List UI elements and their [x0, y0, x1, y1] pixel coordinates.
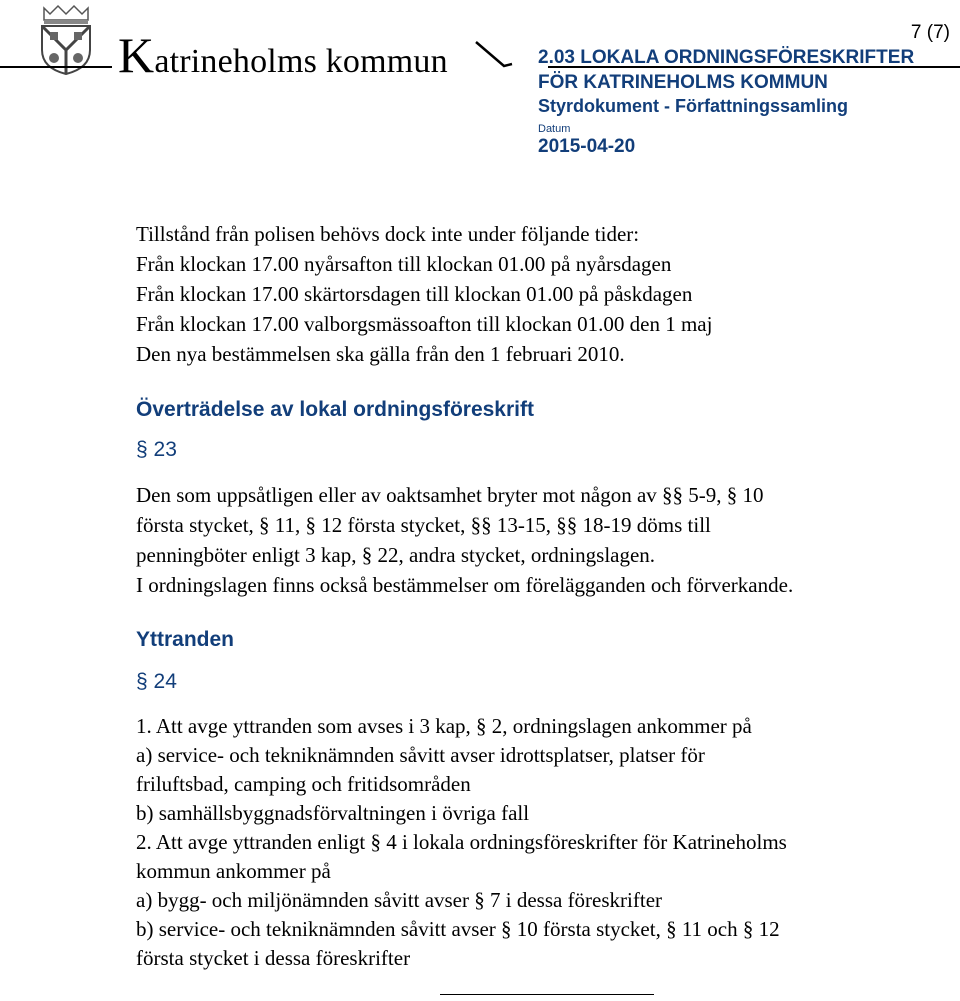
document-title-line-1: 2.03 LOKALA ORDNINGSFÖRESKRIFTER: [538, 47, 915, 68]
brand-initial: K: [118, 27, 155, 83]
intro-line: Tillstånd från polisen behövs dock inte under följande tider:: [136, 222, 640, 246]
intro-line: Från klockan 17.00 valborgsmässoafton till klockan 01.00 den 1 maj: [136, 312, 713, 336]
section-24-line: 2. Att avge yttranden enligt § 4 i lokala ordningsföreskrifter för Katrineholms: [136, 830, 787, 854]
section-24-line: kommun ankommer på: [136, 859, 331, 883]
document-title-line-2: FÖR KATRINEHOLMS KOMMUN: [538, 72, 828, 93]
section-24-line: a) service- och tekniknämnden såvitt avser idrottsplatser, platser för: [136, 743, 705, 767]
section-24-line: första stycket i dessa föreskrifter: [136, 946, 411, 970]
section-23-line: I ordningslagen finns också bestämmelser om förelägganden och förverkande.: [136, 573, 794, 597]
section-23-line: Den som uppsåtligen eller av oaktsamhet bryter mot någon av §§ 5-9, § 10: [136, 483, 764, 507]
page-number: 7 (7): [910, 22, 950, 43]
section-23-line: första stycket, § 11, § 12 första stycket, §§ 13-15, §§ 18-19 döms till: [136, 513, 711, 537]
date-label: Datum: [538, 123, 571, 135]
section-24-line: a) bygg- och miljönämnden såvitt avser § 7 i dessa föreskrifter: [136, 888, 663, 912]
section-heading-yttranden: Yttranden: [136, 628, 235, 651]
header-rule-left: [0, 66, 112, 68]
brand-name: [118, 26, 448, 84]
section-24-line: b) samhällsbyggnadsförvaltningen i övriga fall: [136, 801, 530, 825]
intro-line: Från klockan 17.00 nyårsafton till klockan 01.00 på nyårsdagen: [136, 252, 672, 276]
brand-slash-decoration: [474, 40, 514, 70]
end-of-document-rule: [440, 994, 654, 995]
document-date: 2015-04-20: [538, 136, 636, 157]
intro-line: Från klockan 17.00 skärtorsdagen till klockan 01.00 på påskdagen: [136, 282, 693, 306]
section-23-line: penningböter enligt 3 kap, § 22, andra stycket, ordningslagen.: [136, 543, 656, 567]
paragraph-number-24: § 24: [136, 670, 177, 693]
document-type: Styrdokument - Författningssamling: [538, 96, 849, 116]
paragraph-number-23: § 23: [136, 438, 177, 461]
section-heading-overtradelse: Överträdelse av lokal ordningsföreskrift: [136, 398, 534, 421]
brand-rest: atrineholms kommun: [154, 43, 448, 80]
intro-line: Den nya bestämmelsen ska gälla från den 1 februari 2010.: [136, 342, 625, 366]
section-24-line: b) service- och tekniknämnden såvitt avser § 10 första stycket, § 11 och § 12: [136, 917, 780, 941]
section-24-line: 1. Att avge yttranden som avses i 3 kap, § 2, ordningslagen ankommer på: [136, 714, 752, 738]
section-24-line: friluftsbad, camping och fritidsområden: [136, 772, 471, 796]
